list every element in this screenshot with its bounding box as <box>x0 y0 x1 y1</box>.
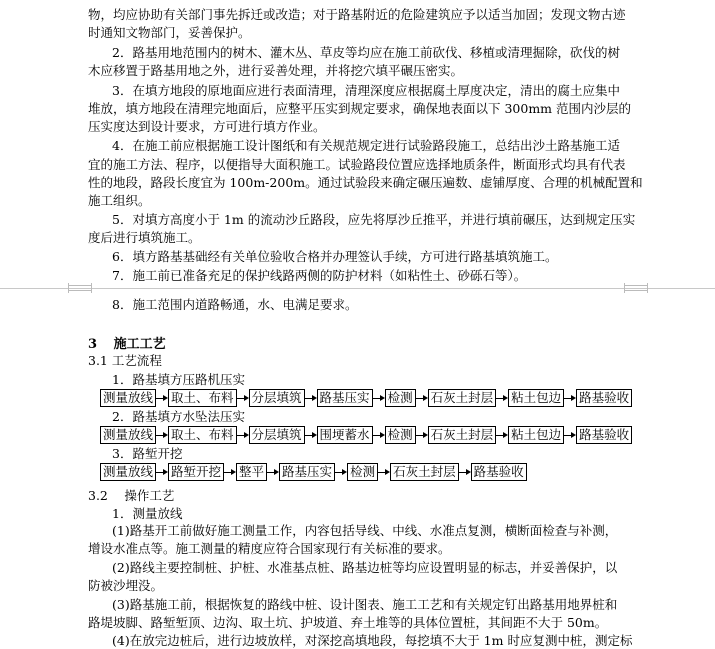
paragraph-line: 3．在填方地段的原地面应进行表面清理，清理深度应根据腐土厚度决定，清出的腐土应集中 <box>112 83 620 98</box>
section-number: 3 <box>88 337 98 352</box>
flow-chart-3 <box>100 463 527 481</box>
item-heading: 1．测量放线 <box>112 506 183 521</box>
flow-step: 石灰土封层 <box>428 426 497 444</box>
paragraph-line: 度后进行填筑施工。 <box>88 230 201 245</box>
subsection-heading: 3.2 操作工艺 <box>88 488 175 503</box>
flow-step: 分层填筑 <box>249 389 305 407</box>
flow-step: 测量放线 <box>100 463 156 481</box>
flow-step: 围埂蓄水 <box>317 426 373 444</box>
paragraph-line: (3)路基施工前，根据恢复的路线中桩、设计图表、施工工艺和有关规定钉出路基用地界桩和 <box>112 597 618 612</box>
flow-chart-2 <box>100 426 632 444</box>
flow-arrow <box>335 464 347 480</box>
flow-chart-1 <box>100 389 632 407</box>
flow-arrow <box>156 464 168 480</box>
flow-arrow <box>373 390 385 406</box>
page-break-line <box>0 288 715 289</box>
flow-arrow <box>373 427 385 443</box>
paragraph-line: (4)在放完边桩后，进行边坡放样，对深挖高填地段，每挖填不大于 1m 时应复测中桩，测定标 <box>112 633 633 648</box>
flow-step: 检测 <box>385 426 416 444</box>
flow-label: 3．路堑开挖 <box>112 446 183 461</box>
section-title: 施工工艺 <box>113 337 166 352</box>
flow-step: 路基验收 <box>471 463 527 481</box>
flow-arrow <box>156 390 168 406</box>
paragraph-line: 压实度达到设计要求，方可进行填方作业。 <box>88 119 326 134</box>
paragraph-line: 木应移置于路基用地之外，进行妥善处理，并将挖穴填平碾压密实。 <box>88 63 464 78</box>
paragraph-line: 宜的施工方法、程序，以便指导大面积施工。试验路段位置应选择地质条件，断面形式均具有代表 <box>88 157 626 172</box>
page-break-marker-left <box>68 283 92 293</box>
flow-step: 粘土包边 <box>508 389 564 407</box>
flow-arrow <box>224 464 236 480</box>
flow-arrow <box>267 464 279 480</box>
paragraph-line: 堆放，填方地段在清理完地面后，应整平压实到规定要求，确保地表面以下 300mm 范围内沙层的 <box>88 101 632 116</box>
flow-label: 2．路基填方水坠法压实 <box>112 409 245 424</box>
flow-step: 测量放线 <box>100 426 156 444</box>
paragraph-line: 4．在施工前应根据施工设计图纸和有关规范规定进行试验路段施工，总结出沙土路基施工适 <box>112 138 620 153</box>
flow-arrow <box>416 427 428 443</box>
flow-arrow <box>496 427 508 443</box>
page-break-marker-right <box>624 283 648 293</box>
flow-step: 检测 <box>385 389 416 407</box>
flow-arrow <box>237 427 249 443</box>
flow-step: 整平 <box>236 463 267 481</box>
flow-step: 取土、布料 <box>168 426 237 444</box>
section-heading <box>88 333 166 352</box>
paragraph-line: 路堤坡脚、路堑堑顶、边沟、取土坑、护坡道、弃土堆等的具体位置桩，其间距不大于 50m。 <box>88 615 608 630</box>
flow-step: 路堑开挖 <box>168 463 224 481</box>
paragraph-line: 时通知文物部门，妥善保护。 <box>88 25 251 40</box>
flow-arrow <box>564 390 576 406</box>
flow-step: 测量放线 <box>100 389 156 407</box>
flow-arrow <box>378 464 390 480</box>
paragraph-line: 2．路基用地范围内的树木、灌木丛、草皮等均应在施工前砍伐、移植或清理掘除，砍伐的树 <box>112 45 620 60</box>
flow-arrow <box>156 427 168 443</box>
flow-step: 检测 <box>347 463 378 481</box>
paragraph-line: (1)路基开工前做好施工测量工作，内容包括导线、中线、水准点复测，横断面检查与补测， <box>112 523 618 538</box>
flow-step: 取土、布料 <box>168 389 237 407</box>
paragraph-line: 防被沙埋没。 <box>88 578 164 593</box>
flow-arrow <box>496 390 508 406</box>
paragraph-line: 性的地段，路段长度宜为 100m-200m。通过试验段来确定碾压遍数、虚铺厚度、合理的机械配置和 <box>88 175 643 190</box>
flow-arrow <box>237 390 249 406</box>
flow-step: 粘土包边 <box>508 426 564 444</box>
flow-step: 路基压实 <box>317 389 373 407</box>
flow-arrow <box>305 427 317 443</box>
flow-step: 路基验收 <box>576 389 632 407</box>
paragraph-line: 8．施工范围内道路畅通，水、电满足要求。 <box>112 297 358 312</box>
paragraph-line: 物，均应协助有关部门事先拆迁或改造；对于路基附近的危险建筑应予以适当加固；发现文物古迹 <box>88 7 626 22</box>
flow-arrow <box>305 390 317 406</box>
flow-label: 1．路基填方压路机压实 <box>112 372 245 387</box>
flow-step: 分层填筑 <box>249 426 305 444</box>
paragraph-line: 7．施工前已准备充足的保护线路两侧的防护材料（如粘性土、砂砾石等）。 <box>112 268 527 283</box>
paragraph-line: 施工组织。 <box>88 193 151 208</box>
subsection-heading: 3.1 工艺流程 <box>88 353 162 368</box>
paragraph-line: 6．填方路基基础经有关单位验收合格并办理签认手续，方可进行路基填筑施工。 <box>112 249 558 264</box>
paragraph-line: 增设水准点等。施工测量的精度应符合国家现行有关标准的要求。 <box>88 541 451 556</box>
flow-arrow <box>459 464 471 480</box>
flow-step: 路基验收 <box>576 426 632 444</box>
flow-step: 路基压实 <box>279 463 335 481</box>
paragraph-line: 5．对填方高度小于 1m 的流动沙丘路段，应先将厚沙丘推平，并进行填前碾压，达到规定压实 <box>112 212 636 227</box>
flow-step: 石灰土封层 <box>428 389 497 407</box>
flow-step: 石灰土封层 <box>390 463 459 481</box>
flow-arrow <box>416 390 428 406</box>
flow-arrow <box>564 427 576 443</box>
paragraph-line: (2)路线主要控制桩、护桩、水准基点桩、路基边桩等均应设置明显的标志，并妥善保护，以 <box>112 560 618 575</box>
